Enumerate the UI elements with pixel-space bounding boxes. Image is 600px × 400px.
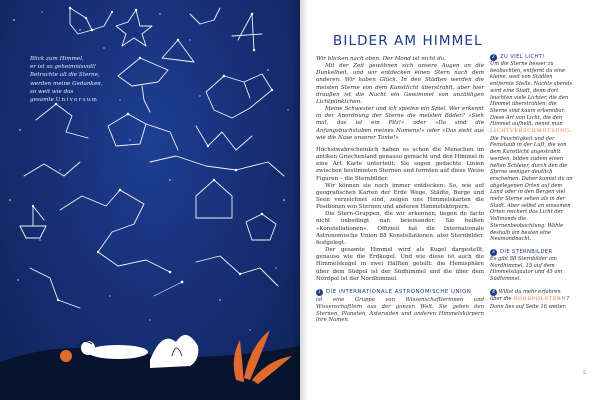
constellation-w	[196, 126, 252, 150]
constellation-bird	[206, 74, 272, 118]
light-text-before: Um die Sterne besser zu beobachten, entfernt du eine kleine, weit von Städten entfernte Stelle. Nachts abends wird eine Stadt, denn dort leuchten viele Lichter, die den Himmel überstrahlen: die Sterne sind kaum erkennbar. Diese Art von Licht, die den Himmel aufhellt, nennt man	[490, 61, 573, 128]
body-paragraph-2: Wir können sie noch immer entdecken: So, wie auf geografischen Karten der Erde Wege, Städte, Berge und Seen verzeichnet sind, zeigen uns Himmelskarten die Positionen von Sternen und anderen Himmelskörpern.	[316, 182, 484, 211]
sidebar-number-2: 2	[491, 55, 496, 60]
sidebar-title-constellations: DIE STERNBILDER	[500, 249, 553, 256]
intro-line-5: so weit wie das	[30, 88, 74, 95]
lead-paragraph-2: Mit der Zeit gewöhnen sich unsere Augen an die Dunkelheit, und wir entdecken einen Stern nach dem anderen. Wir haben Glück. In den Städten werden die meisten Sterne von dem Kunstlicht überstrahlt, aber hier draußen ist die Nacht ein Gewimmel von unzähligen Lichtpünktchen.	[316, 63, 484, 105]
sidebar-heading-constellations	[490, 249, 574, 256]
constellation-four	[232, 14, 262, 50]
constellation-left-mid	[36, 104, 88, 138]
constellation-star	[116, 10, 152, 46]
constellation-wave	[24, 162, 80, 176]
main-column	[316, 56, 484, 324]
constellation-bottom-right	[196, 256, 278, 286]
constellation-house	[196, 180, 232, 218]
info-box-title: DIE INTERNATIONALE ASTRONOMISCHE UNION	[326, 288, 472, 295]
sidebar-text-light	[490, 61, 574, 243]
light-pollution-term: LICHTVERSCHMUTZUNG	[490, 129, 570, 135]
constellation-arc	[150, 156, 284, 176]
light-text-after: . Die Feuchtigkeit und der Feinstaub in der Luft, die von dem Kunstlicht angestrahlt werden, bilden zudem einen hellen Schleier, durch den die Sterne weniger deutlich erscheinen. Daher kannst du an abgelegenen Orten auf dem Land oder in den Bergen viel mehr Sterne sehen als in der Stadt. Aber selbst an einsamen Orten reichert das Licht der Vollmonds die Sternenbeobachtung. Wähle deshalb am besten eine Neumondnacht.	[490, 128, 573, 243]
intro-line-4: werden meine Gedanken,	[30, 80, 103, 87]
intro-line-6	[30, 96, 125, 104]
sidebar-section-light	[490, 54, 574, 243]
constellation-chain	[30, 268, 80, 308]
constellation-triangle	[162, 40, 194, 62]
sidebar-text-northstar	[490, 289, 574, 310]
sidebar-title-light: ZU VIEL LICHT!	[500, 54, 545, 61]
body-paragraph-3: Die Stern-Gruppen, die wir erkennen, liegen de facto nicht unbedingt nah beieinander. Sie heißen »Konstellationen«. Offiziell hat die Internationale Astronomische Union 88 Konstellationen, also Sternbilder, festgelegt.	[316, 211, 484, 246]
sidebar-number-4: 4	[490, 289, 497, 296]
sidebar-text-constellations: Es gibt 88 Sternbilder am Nordhimmel, 15 auf dem Himmelsäquator und 45 am Südhimmel.	[490, 255, 563, 283]
sidebar-section-constellations	[490, 249, 574, 283]
intro-word-universum: Universum	[55, 97, 99, 104]
constellation-top-right	[190, 8, 220, 24]
constellation-mushroom	[118, 58, 168, 112]
shooting-star	[154, 282, 182, 296]
lead-paragraph-1: Wir blicken nach oben. Der Mond ist nicht da.	[316, 56, 446, 62]
intro-line-3: Betrachte all die Sterne,	[30, 72, 100, 79]
sidebar-column	[490, 54, 574, 316]
intro-line-2: er ist so geheimnisvoll!	[30, 64, 96, 71]
intro-poem	[30, 55, 125, 104]
northstar-text-after: ? Dann lies auf Seite 16 weiter.	[490, 295, 570, 310]
page-title: BILDER AM HIMMEL	[333, 33, 483, 49]
sidebar-number-3: 3	[491, 249, 496, 255]
page-number: 5	[583, 371, 586, 376]
constellation-stars	[32, 7, 273, 301]
northstar-text-before: Willst du mehr erfahren über die	[490, 288, 561, 302]
sidebar-section-northstar	[490, 289, 574, 310]
body-paragraph-4: Der gesamte Himmel wird als Kugel dargestellt, genauso wie die Erdkugel. Und wie diese ist auch die Himmelskugel in zwei Hälften geteilt: die Hemisphäre über dem Südpol ist der Südhimmel und die über dem Nordpol ist der Nordhimmel.	[316, 247, 484, 282]
constellation-pentagon	[108, 114, 178, 150]
constellation-boat	[20, 206, 46, 238]
info-box-text: ist eine Gruppe von Wissenschaftlerinnen und Wissenschaftlern aus der ganzen Welt. Sie geben den Sternen, Planeten, Asteroiden und anderen Himmelskörpern ihre Namen.	[316, 297, 484, 324]
intro-line-6a: gesamte	[30, 97, 54, 104]
constellation-snake	[60, 190, 170, 272]
intro-line-1: Blick zum Himmel,	[30, 56, 84, 62]
info-box-number: 1	[317, 289, 322, 295]
info-box-heading	[316, 289, 484, 296]
northstar-term: NORDPOLSTERN	[513, 296, 567, 302]
constellation-ring	[246, 214, 276, 240]
sidebar-heading-light	[490, 54, 574, 61]
lead-paragraph-3: Meine Schwester und ich spielen ein Spiel. Wer erkennt in der Anordnung der Sterne die meisten Bilder? »Sieh mal, das ist ein Pilz!« oder »Da sind die Anfangsbuchstaben meines Namens!« oder »Das sieht aus wie die Nase unserer Tante!«	[316, 106, 484, 141]
body-paragraph-1: Höchstwahrscheinlich haben es schon die Menschen im antiken Griechenland genauso gemacht und den Himmel in eine Art Karte unterteilt: Sie sogen gedachte Linien zwischen bestimmten Sternen und formten auf diese Weise Figuren – die Sternbilder.	[316, 146, 484, 182]
